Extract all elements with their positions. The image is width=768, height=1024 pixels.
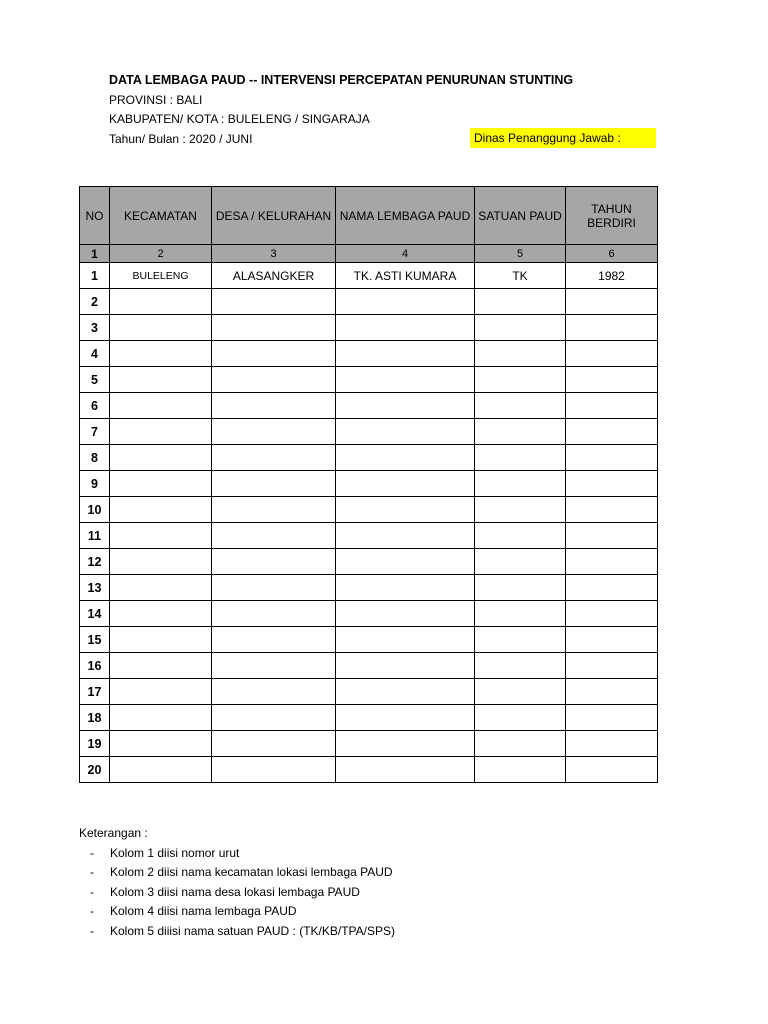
cell-kecamatan: [110, 471, 212, 497]
cell-no: 17: [80, 679, 110, 705]
cell-satuan: [475, 289, 566, 315]
table-row: [80, 289, 658, 315]
cell-desa: [212, 731, 336, 757]
cell-tahun-berdiri: [566, 471, 658, 497]
cell-nama-lembaga: TK. ASTI KUMARA: [336, 263, 475, 289]
column-number: 2: [110, 245, 212, 263]
cell-desa: [212, 315, 336, 341]
column-header-tahun-berdiri: TAHUN BERDIRI: [566, 187, 658, 245]
cell-kecamatan: [110, 341, 212, 367]
column-number-row: [80, 245, 658, 263]
provinsi-line: PROVINSI : BALI: [109, 93, 203, 107]
cell-no: 5: [80, 367, 110, 393]
cell-nama-lembaga: [336, 523, 475, 549]
note-bullet: -: [90, 845, 94, 860]
cell-desa: [212, 497, 336, 523]
column-number: 1: [80, 245, 110, 263]
cell-no: 8: [80, 445, 110, 471]
note-item: [79, 902, 395, 922]
cell-no: 9: [80, 471, 110, 497]
cell-nama-lembaga: [336, 419, 475, 445]
cell-kecamatan: [110, 289, 212, 315]
cell-nama-lembaga: [336, 445, 475, 471]
column-header-satuan: SATUAN PAUD: [475, 187, 566, 245]
table-row: [80, 549, 658, 575]
cell-kecamatan: [110, 367, 212, 393]
cell-kecamatan: [110, 601, 212, 627]
cell-kecamatan: [110, 549, 212, 575]
table-row: [80, 653, 658, 679]
cell-desa: [212, 393, 336, 419]
table-row: [80, 679, 658, 705]
cell-nama-lembaga: [336, 653, 475, 679]
cell-tahun-berdiri: [566, 653, 658, 679]
table-row: [80, 445, 658, 471]
cell-tahun-berdiri: [566, 731, 658, 757]
cell-desa: [212, 679, 336, 705]
cell-kecamatan: [110, 575, 212, 601]
table-row: [80, 757, 658, 783]
cell-desa: [212, 341, 336, 367]
cell-tahun-berdiri: [566, 757, 658, 783]
cell-desa: [212, 471, 336, 497]
tahun-bulan-line: Tahun/ Bulan : 2020 / JUNI: [109, 132, 253, 146]
cell-no: 12: [80, 549, 110, 575]
cell-satuan: [475, 731, 566, 757]
cell-satuan: [475, 679, 566, 705]
cell-nama-lembaga: [336, 315, 475, 341]
document-title: DATA LEMBAGA PAUD -- INTERVENSI PERCEPATAN PENURUNAN STUNTING: [109, 73, 574, 87]
cell-desa: [212, 575, 336, 601]
cell-tahun-berdiri: [566, 419, 658, 445]
cell-kecamatan: [110, 419, 212, 445]
table-row: [80, 731, 658, 757]
cell-kecamatan: [110, 679, 212, 705]
cell-kecamatan: [110, 315, 212, 341]
cell-desa: [212, 627, 336, 653]
cell-nama-lembaga: [336, 601, 475, 627]
cell-desa: [212, 549, 336, 575]
cell-no: 16: [80, 653, 110, 679]
note-bullet: -: [90, 865, 94, 879]
cell-nama-lembaga: [336, 627, 475, 653]
column-number: 6: [566, 245, 658, 263]
notes-section: [79, 824, 395, 941]
cell-nama-lembaga: [336, 705, 475, 731]
cell-kecamatan: [110, 445, 212, 471]
table-row: [80, 419, 658, 445]
column-header-row: [80, 187, 658, 245]
note-item: [79, 863, 395, 883]
cell-tahun-berdiri: [566, 679, 658, 705]
table-row: [80, 523, 658, 549]
cell-tahun-berdiri: 1982: [566, 263, 658, 289]
table-row: [80, 627, 658, 653]
cell-nama-lembaga: [336, 393, 475, 419]
cell-nama-lembaga: [336, 757, 475, 783]
note-bullet: -: [90, 923, 94, 938]
cell-satuan: [475, 497, 566, 523]
column-number: 5: [475, 245, 566, 263]
cell-tahun-berdiri: [566, 705, 658, 731]
cell-tahun-berdiri: [566, 549, 658, 575]
cell-satuan: [475, 367, 566, 393]
note-item: [79, 883, 395, 903]
dinas-penanggung-jawab-field: Dinas Penanggung Jawab :: [470, 128, 656, 148]
cell-no: 14: [80, 601, 110, 627]
cell-desa: [212, 523, 336, 549]
cell-tahun-berdiri: [566, 367, 658, 393]
cell-tahun-berdiri: [566, 523, 658, 549]
note-item: [79, 922, 395, 942]
cell-desa: [212, 757, 336, 783]
note-text: Kolom 3 diisi nama desa lokasi lembaga PAUD: [110, 884, 360, 899]
cell-satuan: [475, 445, 566, 471]
cell-desa: [212, 289, 336, 315]
cell-no: 18: [80, 705, 110, 731]
cell-tahun-berdiri: [566, 289, 658, 315]
cell-tahun-berdiri: [566, 601, 658, 627]
cell-desa: [212, 445, 336, 471]
notes-heading: Keterangan :: [79, 826, 148, 840]
cell-no: 7: [80, 419, 110, 445]
cell-satuan: [475, 705, 566, 731]
cell-satuan: [475, 627, 566, 653]
cell-no: 1: [80, 263, 110, 289]
cell-nama-lembaga: [336, 731, 475, 757]
cell-satuan: [475, 601, 566, 627]
cell-nama-lembaga: [336, 289, 475, 315]
column-header-no: NO: [80, 187, 110, 245]
cell-nama-lembaga: [336, 471, 475, 497]
cell-kecamatan: [110, 653, 212, 679]
cell-satuan: [475, 315, 566, 341]
note-bullet: -: [90, 904, 94, 918]
cell-desa: [212, 601, 336, 627]
cell-satuan: [475, 757, 566, 783]
table-row: [80, 575, 658, 601]
cell-nama-lembaga: [336, 575, 475, 601]
cell-no: 3: [80, 315, 110, 341]
cell-kecamatan: [110, 705, 212, 731]
cell-nama-lembaga: [336, 497, 475, 523]
cell-satuan: [475, 549, 566, 575]
cell-tahun-berdiri: [566, 627, 658, 653]
column-number: 3: [212, 245, 336, 263]
cell-nama-lembaga: [336, 679, 475, 705]
cell-kecamatan: [110, 497, 212, 523]
cell-tahun-berdiri: [566, 445, 658, 471]
table-row: [80, 393, 658, 419]
cell-kecamatan: [110, 627, 212, 653]
cell-satuan: [475, 419, 566, 445]
cell-desa: ALASANGKER: [212, 263, 336, 289]
cell-kecamatan: BULELENG: [110, 263, 212, 289]
column-number: 4: [336, 245, 475, 263]
table-row: [80, 497, 658, 523]
cell-tahun-berdiri: [566, 575, 658, 601]
table-row: [80, 263, 658, 289]
cell-desa: [212, 419, 336, 445]
cell-nama-lembaga: [336, 341, 475, 367]
cell-no: 10: [80, 497, 110, 523]
cell-satuan: [475, 653, 566, 679]
column-header-desa: DESA / KELURAHAN: [212, 187, 336, 245]
note-bullet: -: [90, 884, 94, 899]
note-text: Kolom 5 diiisi nama satuan PAUD : (TK/KB/TPA/SPS): [110, 923, 395, 938]
cell-satuan: [475, 471, 566, 497]
note-text: Kolom 4 diisi nama lembaga PAUD: [110, 904, 297, 918]
table-row: [80, 471, 658, 497]
cell-no: 2: [80, 289, 110, 315]
cell-kecamatan: [110, 731, 212, 757]
cell-no: 6: [80, 393, 110, 419]
cell-no: 4: [80, 341, 110, 367]
cell-desa: [212, 705, 336, 731]
table-row: [80, 705, 658, 731]
cell-kecamatan: [110, 757, 212, 783]
note-text: Kolom 2 diisi nama kecamatan lokasi lembaga PAUD: [110, 865, 393, 879]
cell-tahun-berdiri: [566, 315, 658, 341]
cell-no: 19: [80, 731, 110, 757]
column-header-kecamatan: KECAMATAN: [110, 187, 212, 245]
cell-satuan: [475, 341, 566, 367]
table-row: [80, 315, 658, 341]
note-text: Kolom 1 diisi nomor urut: [110, 845, 240, 860]
kabupaten-line: KABUPATEN/ KOTA : BULELENG / SINGARAJA: [109, 112, 370, 126]
table-row: [80, 367, 658, 393]
data-table: [79, 186, 658, 783]
cell-satuan: TK: [475, 263, 566, 289]
cell-nama-lembaga: [336, 367, 475, 393]
note-item: [79, 844, 395, 864]
cell-nama-lembaga: [336, 549, 475, 575]
cell-tahun-berdiri: [566, 497, 658, 523]
cell-tahun-berdiri: [566, 341, 658, 367]
cell-kecamatan: [110, 393, 212, 419]
cell-desa: [212, 367, 336, 393]
cell-no: 15: [80, 627, 110, 653]
table-row: [80, 601, 658, 627]
cell-satuan: [475, 523, 566, 549]
cell-satuan: [475, 575, 566, 601]
cell-no: 11: [80, 523, 110, 549]
cell-satuan: [475, 393, 566, 419]
cell-kecamatan: [110, 523, 212, 549]
cell-desa: [212, 653, 336, 679]
column-header-nama-lembaga: NAMA LEMBAGA PAUD: [336, 187, 475, 245]
cell-no: 13: [80, 575, 110, 601]
cell-tahun-berdiri: [566, 393, 658, 419]
table-row: [80, 341, 658, 367]
cell-no: 20: [80, 757, 110, 783]
